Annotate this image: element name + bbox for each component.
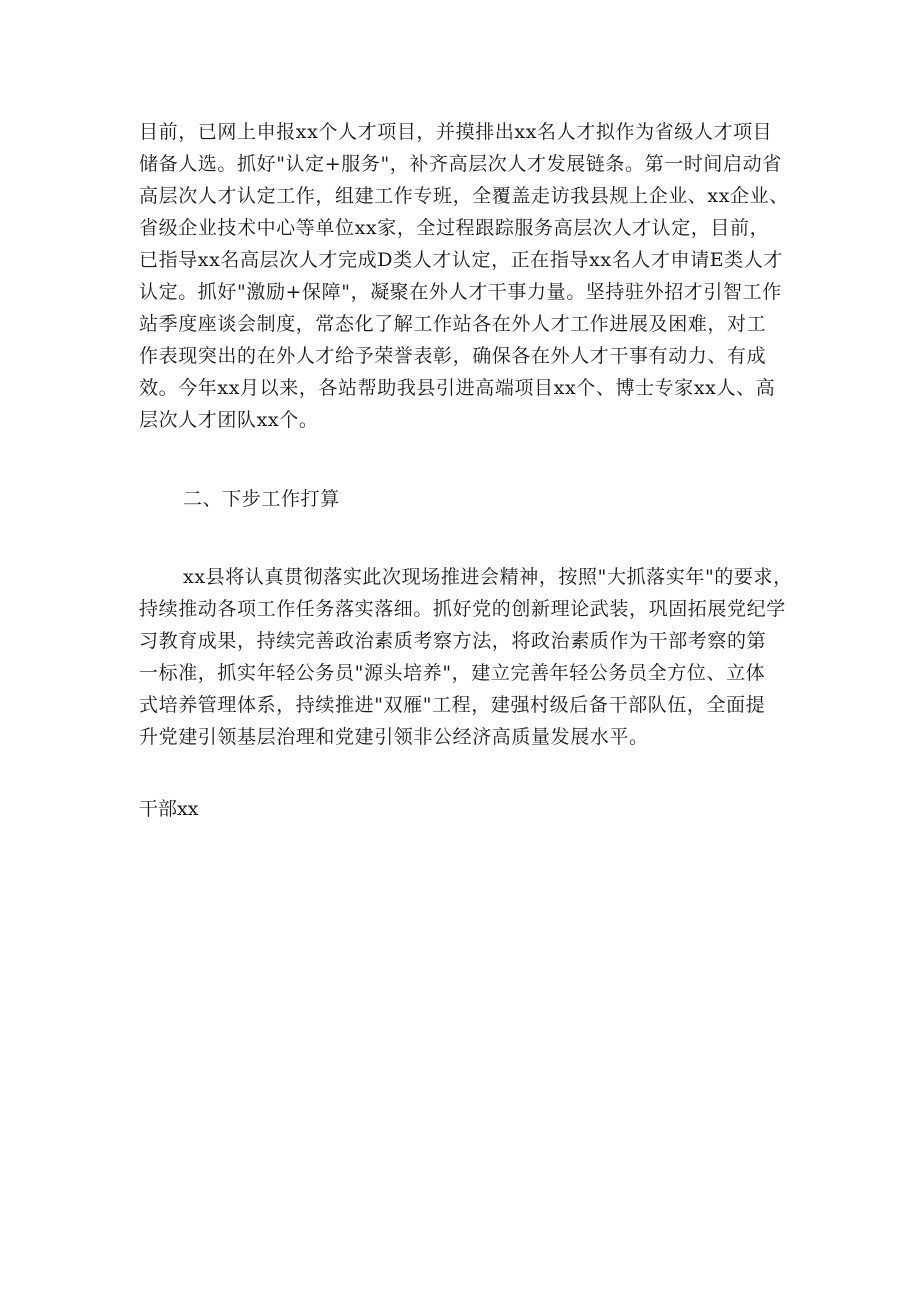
paragraph-2-line-6: 升党建引领基层治理和党建引领非公经济高质量发展水平。 bbox=[139, 726, 649, 748]
paragraph-2-line-3: 习教育成果，持续完善政治素质考察方法，将政治素质作为干部考察的第 bbox=[139, 630, 767, 652]
paragraph-1-line-7: 站季度座谈会制度，常态化了解工作站各在外人才工作进展及困难，对工 bbox=[139, 313, 767, 335]
paragraph-1-line-6: 认定。抓好"激励+保障"，凝聚在外人才干事力量。坚持驻外招才引智工作 bbox=[139, 281, 782, 303]
section-heading: 二、下步工作打算 bbox=[183, 488, 340, 510]
paragraph-2-line-4: 一标准，抓实年轻公务员"源头培养"，建立完善年轻公务员全方位、立体 bbox=[139, 662, 766, 684]
paragraph-1-line-5: 已指导xx名高层次人才完成D类人才认定，正在指导xx名人才申请E类人才 bbox=[139, 249, 783, 271]
paragraph-1-line-1: 目前，已网上申报xx个人才项目，并摸排出xx名人才拟作为省级人才项目 bbox=[139, 121, 773, 143]
paragraph-1-line-3: 高层次人才认定工作，组建工作专班，全覆盖走访我县规上企业、xx企业、 bbox=[139, 185, 789, 207]
paragraph-1-line-10: 层次人才团队xx个。 bbox=[139, 409, 319, 431]
paragraph-2-line-1: xx县将认真贯彻落实此次现场推进会精神，按照"大抓落实年"的要求， bbox=[183, 566, 793, 588]
paragraph-1-line-8: 作表现突出的在外人才给予荣誉表彰，确保各在外人才干事有动力、有成 bbox=[139, 345, 767, 367]
signature: 干部xx bbox=[139, 798, 199, 820]
paragraph-1-line-4: 省级企业技术中心等单位xx家，全过程跟踪服务高层次人才认定，目前， bbox=[139, 217, 770, 239]
paragraph-2-line-5: 式培养管理体系，持续推进"双雁"工程，建强村级后备干部队伍，全面提 bbox=[139, 694, 766, 716]
paragraph-1-line-2: 储备人选。抓好"认定+服务"，补齐高层次人才发展链条。第一时间启动省 bbox=[139, 153, 782, 175]
paragraph-2-line-2: 持续推动各项工作任务落实落细。抓好党的创新理论武装，巩固拓展党纪学 bbox=[139, 598, 786, 620]
paragraph-1-line-9: 效。今年xx月以来，各站帮助我县引进高端项目xx个、博士专家xx人、高 bbox=[139, 377, 776, 399]
